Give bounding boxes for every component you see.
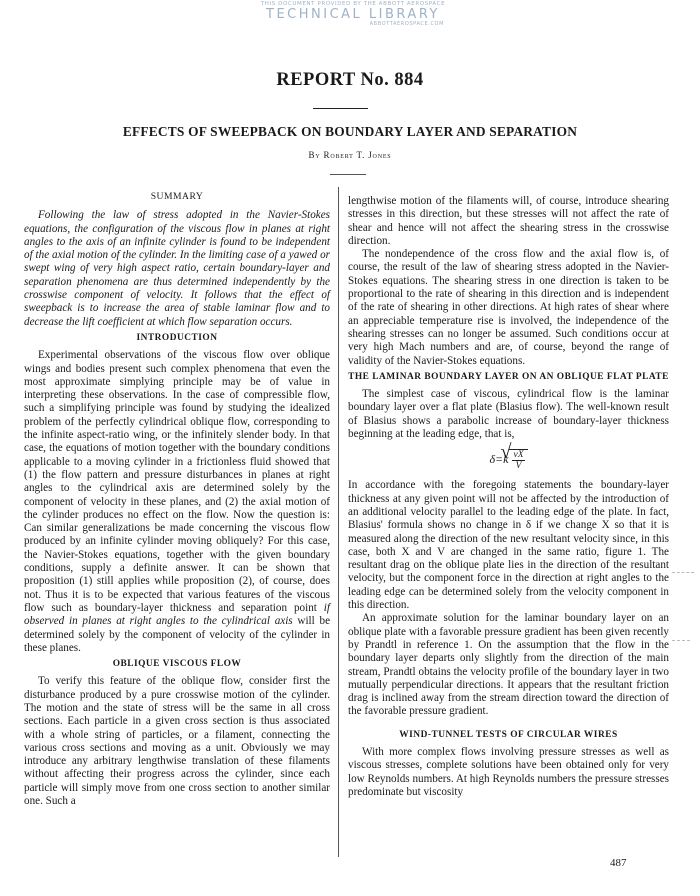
oblique-flow-paragraph: To verify this feature of the oblique flow, consider first the disturbance produced by a pure crosswise motion of the cylinder. The motion and the state of stress will be the same in all cross sections. Each particle in a given cross section is thus associated with a whole string of particles, or a filament, connecting the various cross sections and moving as a unit. Obviously we may introduce any arbitrary lengthwise translation of these filaments without affecting their progress across the cylinder, since each particle will simply move from one cross section to another similar one. Such a <box>24 675 330 808</box>
abbott-watermark <box>248 1 458 28</box>
paper-title: EFFECTS OF SWEEPBACK ON BOUNDARY LAYER AND SEPARATION <box>122 124 578 139</box>
equation-denominator: V <box>515 461 522 472</box>
nondependence-paragraph: The nondependence of the cross flow and the axial flow is, of course, the result of the law of shearing stress adopted in the Navier-Stokes equations. The shearing stress in one direction is taken to be proportional to the rate of shearing in this direction and is independent of the rate of shearing in other directions. At high rates of shear where an appreciable temperature rise is involved, the independence of the shearing stresses can no longer be assumed. Such conditions occur at very high Mach numbers and are, of course, beyond the range of validity of the Navier-Stokes equations. <box>348 248 669 367</box>
intro-text-part1: Experimental observations of the viscous flow over oblique wings and bodies present such complex phenomena that even the most approximate simplying principle may be of value in interpreting these observations. In the case of compressible flow, such a simplifying principle was found by studying the idealized problem of the perfectly cylindrical oblique flow, corresponding to the infinite aspect-ratio wing, or the infinitely slender body. In that case, the equations of motion together with the boundary conditions applicable to a moving cylinder in a frictionless fluid showed that (1) the flow pattern and pressure disturbances in planes at right angles to the cylindrical axis are determined solely by the component of velocity in these planes, and (2) the axial motion of the cylinder produces no effect on the flow. Now the question is: Can similar generalizations be made concerning the viscous flow produced by an infinite cylinder moving obliquely? For this case, the Navier-Stokes equations, together with the given boundary conditions, supply a definite answer. It can be shown that proposition (1) still applies while proposition (2), of course, does not. Thus it is to be expected that various features of the viscous flow such as boundary-layer thickness and separation point <box>24 349 330 614</box>
intro-italic-phrase: if observed in planes at right angles to the cylindrical axis <box>24 601 330 628</box>
introduction-paragraph <box>24 349 330 655</box>
right-column <box>348 195 669 799</box>
introduction-heading: INTRODUCTION <box>136 332 218 343</box>
title-rule <box>313 108 368 109</box>
watermark-provided-by: THIS DOCUMENT PROVIDED BY THE ABBOTT AEROSPACE <box>260 1 446 7</box>
intro-text-part2: will be determined solely by the component of velocity of the cylinder in these planes. <box>24 615 331 654</box>
laminar-paragraph-2: In accordance with the foregoing statements the boundary-layer thickness at any given point will not be affected by the introduction of an additional velocity parallel to the leading edge of the plate. In fact, Blasius' formula shows no change in δ if we change X so that it is measured along the direction of the new resultant velocity since, in this case, both X and V are changed in the same ratio, figure 1. The resultant drag on the oblique plate lies in the direction of the resultant velocity, but the component force in the direction at right angles to the leading edge can be determined solely from the velocity component in this direction. <box>348 479 669 612</box>
margin-mark <box>672 572 694 573</box>
oblique-viscous-flow-heading: OBLIQUE VISCOUS FLOW <box>112 659 242 670</box>
laminar-paragraph-1: The simplest case of viscous, cylindrical flow is the laminar boundary layer over a flat plate (Blasius flow). The well-known result of Blasius shows a parabolic increase of boundary-layer thickness beginning at the leading edge, that is, <box>348 388 669 441</box>
watermark-technical-library: TECHNICAL LIBRARY <box>266 7 440 22</box>
watermark-url: ABBOTTAEROSPACE.COM <box>369 21 444 27</box>
report-number: REPORT No. 884 <box>276 70 424 90</box>
laminar-paragraph-3: An approximate solution for the laminar boundary layer on an oblique plate with a favorable pressure gradient has been given recently by Prandtl in reference 1. On the assumption that the flow in the boundary layer departs only slightly from the direction of the main stream, Prandtl obtains the velocity profile of the boundary layer in two mutually perpendicular directions. It appears that the resultant friction drag is inclined away from the stream direction toward the direction of the favorable pressure gradient. <box>348 612 669 718</box>
page-number: 487 <box>610 857 627 869</box>
margin-mark <box>672 640 690 641</box>
equation-numerator: √ νX <box>513 450 524 461</box>
square-root <box>509 449 527 471</box>
summary-heading: SUMMARY <box>150 191 204 202</box>
laminar-boundary-layer-heading: THE LAMINAR BOUNDARY LAYER ON AN OBLIQUE FLAT PLATE <box>348 371 669 382</box>
equation-lhs: δ=k <box>489 452 509 467</box>
continued-paragraph: lengthwise motion of the filaments will, of course, introduce shearing stresses in this direction, but these stresses will not affect the rate of shear and hence will not affect the shearing stress in the crosswise direction. <box>348 195 669 247</box>
equation-fraction <box>512 450 524 471</box>
column-top-rule <box>330 174 366 175</box>
author-byline: By Robert T. Jones <box>308 150 392 160</box>
wind-tunnel-paragraph: With more complex flows involving pressure stresses as well as viscous stresses, complete solutions have been obtained only for very low Reynolds numbers. At high Reynolds numbers the pressure stresses predominate but viscosity <box>348 745 669 798</box>
summary-paragraph: Following the law of stress adopted in the Navier-Stokes equations, the configuration of the viscous flow in planes at right angles to the axis of an infinite cylinder is found to be independent of the axial motion of the cylinder. In the limiting case of a yawed or swept wing of very high aspect ratio, certain boundary-layer and separation phenomena are thus determined independently by the crosswise component of velocity. It follows that the effect of sweepback is to increase the area of stable laminar flow and to decrease the lift coefficient at which flow separation occurs. <box>24 209 330 328</box>
column-divider <box>338 187 339 857</box>
wind-tunnel-heading: WIND-TUNNEL TESTS OF CIRCULAR WIRES <box>399 729 618 740</box>
left-column <box>24 190 330 808</box>
blasius-equation <box>348 449 669 471</box>
